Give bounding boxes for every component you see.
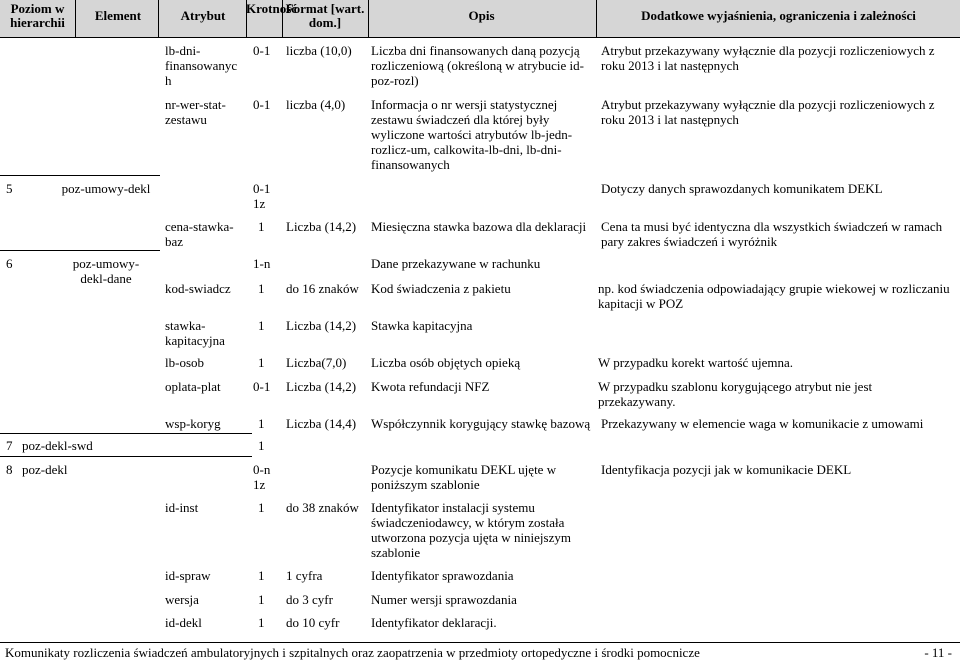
cell-format: 1 cyfra xyxy=(286,568,323,583)
header-divider xyxy=(596,0,597,37)
cell-description: Numer wersji sprawozdania xyxy=(371,592,517,607)
cell-attribute: nr-wer-stat-zestawu xyxy=(165,97,226,127)
cell-description: Współczynnik korygujący stawkę bazową xyxy=(371,416,591,431)
header-notes: Dodatkowe wyjaśnienia, ograniczenia i zależności xyxy=(641,8,916,23)
header-divider xyxy=(368,0,369,37)
cell-multiplicity: 1-n xyxy=(253,256,271,271)
table-header xyxy=(0,0,960,38)
cell-attribute: id-dekl xyxy=(165,615,202,630)
cell-notes: Przekazywany w elemencie waga w komunikacie z umowami xyxy=(601,416,924,431)
cell-description: Identyfikator sprawozdania xyxy=(371,568,514,583)
cell-description: Miesięczna stawka bazowa dla deklaracji xyxy=(371,219,587,234)
cell-multiplicity: 1 xyxy=(258,281,265,296)
cell-element: poz-dekl xyxy=(22,462,68,477)
cell-format: Liczba (14,2) xyxy=(286,318,357,333)
cell-notes: np. kod świadczenia odpowiadający grupie wiekowej w rozliczaniu kapitacji w POZ xyxy=(598,281,950,311)
cell-notes: W przypadku korekt wartość ujemna. xyxy=(598,355,794,370)
row-divider xyxy=(0,456,252,457)
page-number: - 11 - xyxy=(924,645,952,660)
cell-description: Identyfikator deklaracji. xyxy=(371,615,497,630)
cell-multiplicity: 0-1 xyxy=(253,379,271,394)
cell-multiplicity: 1 xyxy=(258,416,265,431)
cell-format: Liczba (14,2) xyxy=(286,219,357,234)
cell-description: Identyfikator instalacji systemu świadczeniodawcy, w którym została utworzona pozycja ujęta w niniejszym szablonie xyxy=(371,500,571,560)
header-element: Element xyxy=(94,8,142,23)
cell-multiplicity: 0-1 1z xyxy=(253,181,271,211)
cell-format: do 16 znaków xyxy=(286,281,359,296)
cell-description: Kod świadczenia z pakietu xyxy=(371,281,511,296)
row-divider xyxy=(0,250,160,251)
cell-multiplicity: 1 xyxy=(258,615,265,630)
cell-format: do 10 cyfr xyxy=(286,615,340,630)
footer-title: Komunikaty rozliczenia świadczeń ambulatoryjnych i szpitalnych oraz zaopatrzenia w przedmioty ortopedyczne i środki pomocnicze xyxy=(5,645,700,660)
cell-notes: Dotyczy danych sprawozdanych komunikatem DEKL xyxy=(601,181,883,196)
row-divider xyxy=(0,433,252,434)
cell-description: Stawka kapitacyjna xyxy=(371,318,473,333)
cell-attribute: id-inst xyxy=(165,500,199,515)
cell-notes: Identyfikacja pozycji jak w komunikacie DEKL xyxy=(601,462,852,477)
cell-multiplicity: 0-1 xyxy=(253,97,271,112)
cell-level: 8 xyxy=(6,462,13,477)
cell-multiplicity: 1 xyxy=(258,318,265,333)
cell-multiplicity: 1 xyxy=(258,355,265,370)
header-divider xyxy=(246,0,247,37)
cell-format: do 38 znaków xyxy=(286,500,359,515)
cell-attribute: id-spraw xyxy=(165,568,211,583)
cell-format: liczba (4,0) xyxy=(286,97,346,112)
cell-element: poz-umowy-dekl xyxy=(61,181,151,196)
cell-attribute: oplata-plat xyxy=(165,379,221,394)
cell-level: 5 xyxy=(6,181,13,196)
cell-multiplicity: 0-n 1z xyxy=(253,462,271,492)
cell-format: Liczba (14,4) xyxy=(286,416,357,431)
header-divider xyxy=(158,0,159,37)
cell-multiplicity: 1 xyxy=(258,500,265,515)
cell-attribute: cena-stawka-baz xyxy=(165,219,234,249)
cell-format: Liczba(7,0) xyxy=(286,355,347,370)
header-description: Opis xyxy=(468,8,495,23)
cell-element: poz-dekl-swd xyxy=(22,438,93,453)
cell-multiplicity: 1 xyxy=(258,592,265,607)
cell-level: 7 xyxy=(6,438,13,453)
cell-attribute: lb-dni-finansowanyc h xyxy=(165,43,238,88)
cell-multiplicity: 1 xyxy=(258,219,265,234)
cell-attribute: kod-swiadcz xyxy=(165,281,231,296)
cell-level: 6 xyxy=(6,256,13,271)
cell-multiplicity: 0-1 xyxy=(253,43,271,58)
cell-notes: Cena ta musi być identyczna dla wszystkich świadczeń w ramach pary zakres świadczeń i wyróżnik xyxy=(601,219,943,249)
cell-notes: W przypadku szablonu korygującego atrybut nie jest przekazywany. xyxy=(598,379,873,409)
header-format: Format [wart. dom.] xyxy=(285,1,365,30)
header-level: Poziom w hierarchii xyxy=(10,1,65,30)
cell-description: Liczba osób objętych opieką xyxy=(371,355,521,370)
page-footer xyxy=(0,642,960,661)
header-divider xyxy=(75,0,76,37)
cell-attribute: lb-osob xyxy=(165,355,204,370)
cell-attribute: wersja xyxy=(165,592,199,607)
cell-attribute: wsp-koryg xyxy=(165,416,221,431)
row-divider xyxy=(0,175,160,176)
cell-multiplicity: 1 xyxy=(258,438,265,453)
cell-description: Dane przekazywane w rachunku xyxy=(371,256,541,271)
cell-description: Kwota refundacji NFZ xyxy=(371,379,490,394)
cell-format: Liczba (14,2) xyxy=(286,379,357,394)
cell-notes: Atrybut przekazywany wyłącznie dla pozycji rozliczeniowych z roku 2013 i lat następnych xyxy=(601,97,935,127)
cell-notes: Atrybut przekazywany wyłącznie dla pozycji rozliczeniowych z roku 2013 i lat następnych xyxy=(601,43,935,73)
header-attribute: Atrybut xyxy=(180,8,226,23)
cell-description: Liczba dni finansowanych daną pozycją rozliczeniową (określoną w atrybucie id-poz-rozl) xyxy=(371,43,584,88)
cell-description: Pozycje komunikatu DEKL ujęte w poniższym szablonie xyxy=(371,462,557,492)
cell-description: Informacja o nr wersji statystycznej zestawu świadczeń dla której były wyliczone wartości atrybutów lb-jedn-rozlicz-um, calkowita-lb-dni, lb-dni-finansowanych xyxy=(371,97,573,172)
cell-element: poz-umowy-dekl-dane xyxy=(72,256,140,286)
cell-attribute: stawka-kapitacyjna xyxy=(165,318,225,348)
cell-format: liczba (10,0) xyxy=(286,43,352,58)
cell-format: do 3 cyfr xyxy=(286,592,333,607)
header-multiplicity: Krotność xyxy=(246,1,298,16)
header-divider xyxy=(282,0,283,37)
cell-multiplicity: 1 xyxy=(258,568,265,583)
